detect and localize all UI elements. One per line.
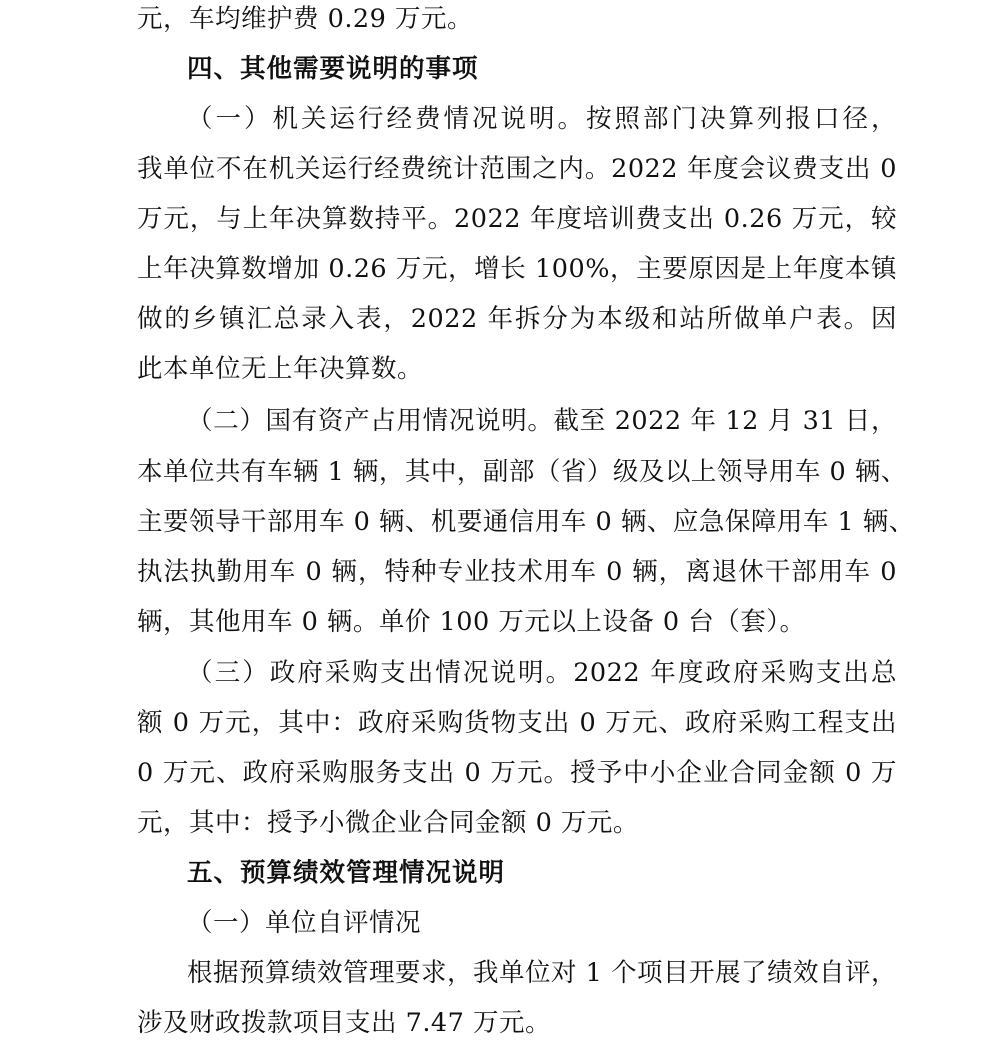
paragraph-line: （二）国有资产占用情况说明。截至 2022 年 12 月 31 日， [187,406,897,436]
section-heading-4: 四、其他需要说明的事项 [187,54,479,84]
paragraph-line: 主要领导干部用车 0 辆、机要通信用车 0 辆、应急保障用车 1 辆、 [137,507,915,537]
paragraph-line: 元，其中：授予小微企业合同金额 0 万元。 [137,808,639,838]
paragraph-line: 涉及财政拨款项目支出 7.47 万元。 [137,1008,551,1038]
paragraph-line: 执法执勤用车 0 辆，特种专业技术用车 0 辆，离退休干部用车 0 [137,557,897,587]
paragraph-line: 额 0 万元，其中：政府采购货物支出 0 万元、政府采购工程支出 [137,708,897,738]
paragraph-line: 做的乡镇汇总录入表，2022 年拆分为本级和站所做单户表。因 [137,304,897,334]
paragraph-line: 0 万元、政府采购服务支出 0 万元。授予中小企业合同金额 0 万 [137,758,897,788]
paragraph-line: 万元，与上年决算数持平。2022 年度培训费支出 0.26 万元，较 [137,204,897,234]
paragraph-line: 上年决算数增加 0.26 万元，增长 100%，主要原因是上年度本镇 [137,254,897,284]
paragraph-line: 此本单位无上年决算数。 [137,354,424,384]
paragraph-line: 本单位共有车辆 1 辆，其中，副部（省）级及以上领导用车 0 辆、 [137,457,907,487]
section-heading-5: 五、预算绩效管理情况说明 [187,858,506,888]
paragraph-line: 根据预算绩效管理要求，我单位对 1 个项目开展了绩效自评， [187,958,897,988]
subsection-heading: （一）单位自评情况 [187,908,422,938]
paragraph-line: （三）政府采购支出情况说明。2022 年度政府采购支出总 [187,658,897,688]
paragraph-line: 元，车均维护费 0.29 万元。 [137,4,473,34]
paragraph-line: （一）机关运行经费情况说明。按照部门决算列报口径， [187,104,897,134]
paragraph-line: 辆，其他用车 0 辆。单价 100 万元以上设备 0 台（套）。 [137,607,806,637]
paragraph-line: 我单位不在机关运行经费统计范围之内。2022 年度会议费支出 0 [137,154,897,184]
